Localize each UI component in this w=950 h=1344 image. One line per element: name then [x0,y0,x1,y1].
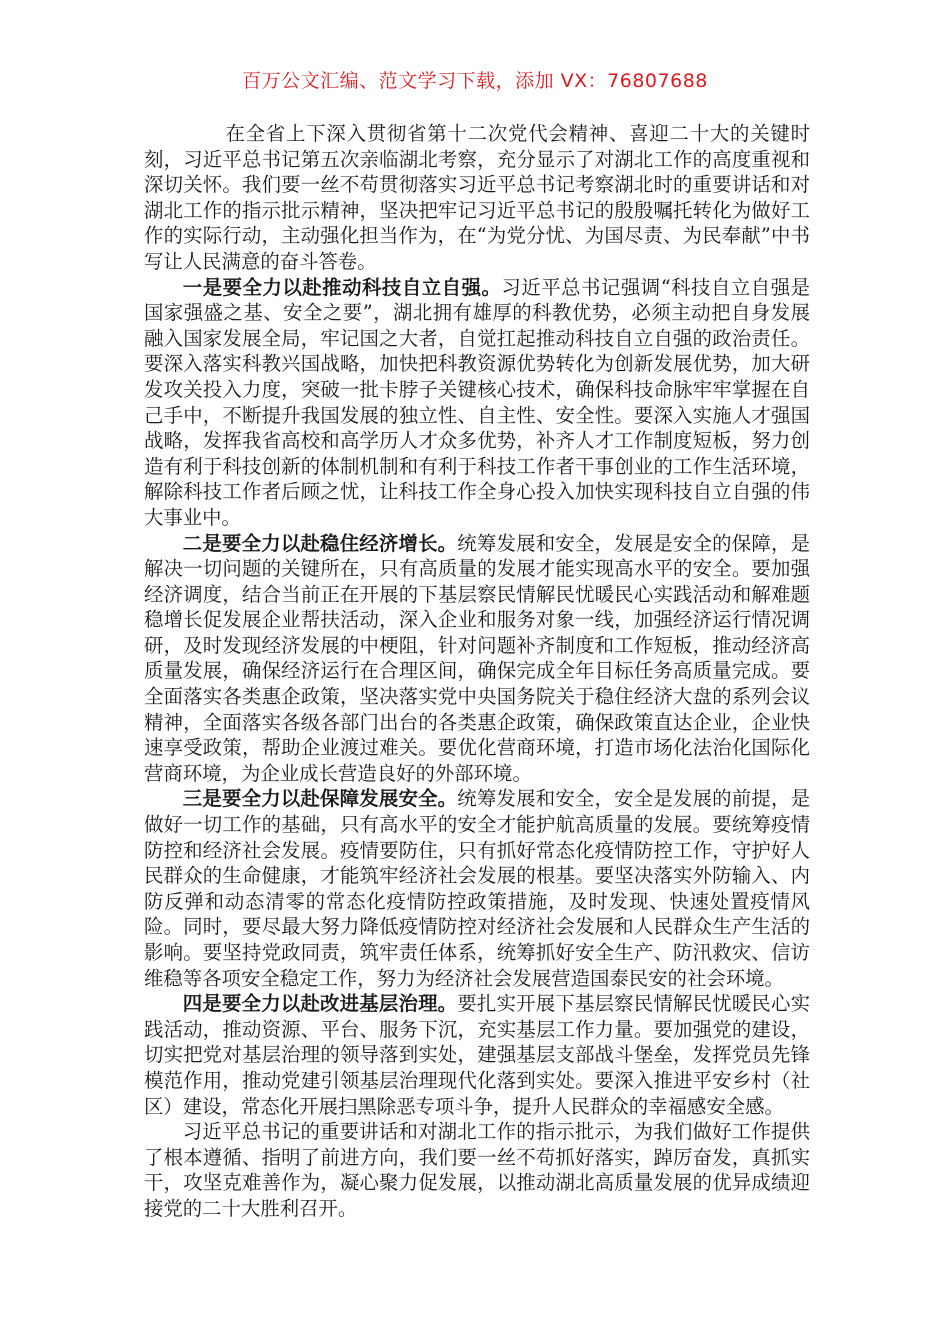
paragraph-text: 统筹发展和安全，安全是发展的前提，是做好一切工作的基础，只有高水平的安全才能护航高质量的发展。要统筹疫情防控和经济社会发展。疫情要防住，只有抓好常态化疫情防控工作，守护好人民群众的生命健康，才能筑牢经济社会发展的根基。要坚决落实外防输入、内防反弹和动态清零的常态化疫情防控政策措施，及时发现、快速处置疫情风险。同时，要尽最大努力降低疫情防控对经济社会发展和人民群众生产生活的影响。要坚持党政同责，筑牢责任体系，统筹抓好安全生产、防汛救灾、信访维稳等各项安全稳定工作，努力为经济社会发展营造国泰民安的社会环境。 [144,787,811,990]
paragraph-text: 要扎实开展下基层察民情解民忧暖民心实践活动，推动资源、平台、服务下沉，充实基层工作力量。要加强党的建设，切实把党对基层治理的领导落到实处，建强基层支部战斗堡垒，发挥党员先锋模范作用，推动党建引领基层治理现代化落到实处。要深入推进平安乡村（社区）建设，常态化开展扫黑除恶专项斗争，提升人民群众的幸福感安全感。 [144,992,811,1118]
paragraph-text: 习近平总书记强调“科技自立自强是国家强盛之基、安全之要”，湖北拥有雄厚的科教优势，必须主动把自身发展融入国家发展全局，牢记国之大者，自觉扛起推动科技自立自强的政治责任。要深入落实科教兴国战略，加快把科教资源优势转化为创新发展优势，加大研发攻关投入力度，突破一批卡脖子关键核心技术，确保科技命脉牢牢掌握在自己手中，不断提升我国发展的独立性、自主性、安全性。要深入实施人才强国战略，发挥我省高校和高学历人才众多优势，补齐人才工作制度短板，努力创造有利于科技创新的体制机制和有利于科技工作者干事创业的工作生活环境，解除科技工作者后顾之忧，让科技工作全身心投入加快实现科技自立自强的伟大事业中。 [144,275,811,529]
paragraph-lead: 三是要全力以赴保障发展安全。 [182,787,458,811]
paragraph-text: 在全省上下深入贯彻省第十二次党代会精神、喜迎二十大的关键时刻，习近平总书记第五次亲临湖北考察，充分显示了对湖北工作的高度重视和深切关怀。我们要一丝不苟贯彻落实习近平总书记考察湖北时的重要讲话和对湖北工作的指示批示精神，坚决把牢记习近平总书记的殷殷嘱托转化为做好工作的实际行动，主动强化担当作为，在“为党分忧、为国尽责、为民奉献”中书写让人民满意的奋斗答卷。 [144,122,810,273]
point-four-paragraph [144,991,810,1119]
paragraph-lead: 一是要全力以赴推动科技自立自强。 [182,275,502,299]
closing-paragraph [144,1119,810,1221]
paragraph-lead: 四是要全力以赴改进基层治理。 [182,992,458,1016]
download-banner: 百万公文汇编、范文学习下载，添加 VX：76807688 [242,70,708,92]
point-three-paragraph [144,786,810,991]
point-two-paragraph [144,531,810,787]
point-one-paragraph [144,275,810,531]
article-body [144,121,810,1222]
intro-paragraph [144,121,810,275]
paragraph-text: 统筹发展和安全，发展是安全的保障，是解决一切问题的关键所在，只有高质量的发展才能实现高水平的安全。要加强经济调度，结合当前正在开展的下基层察民情解民忧暖民心实践活动和解难题稳增长促发展企业帮扶活动，深入企业和服务对象一线，加强经济运行情况调研，及时发现经济发展的中梗阻，针对问题补齐制度和工作短板，推动经济高质量发展，确保经济运行在合理区间，确保完成全年目标任务高质量完成。要全面落实各类惠企政策，坚决落实党中央国务院关于稳住经济大盘的系列会议精神，全面落实各级各部门出台的各类惠企政策，确保政策直达企业，企业快速享受政策，帮助企业渡过难关。要优化营商环境，打造市场化法治化国际化营商环境，为企业成长营造良好的外部环境。 [144,531,811,785]
paragraph-text: 习近平总书记的重要讲话和对湖北工作的指示批示，为我们做好工作提供了根本遵循、指明了前进方向，我们要一丝不苟抓好落实，踔厉奋发，真抓实干，攻坚克难善作为，凝心聚力促发展，以推动湖北高质量发展的优异成绩迎接党的二十大胜利召开。 [144,1120,810,1220]
paragraph-lead: 二是要全力以赴稳住经济增长。 [182,531,458,555]
